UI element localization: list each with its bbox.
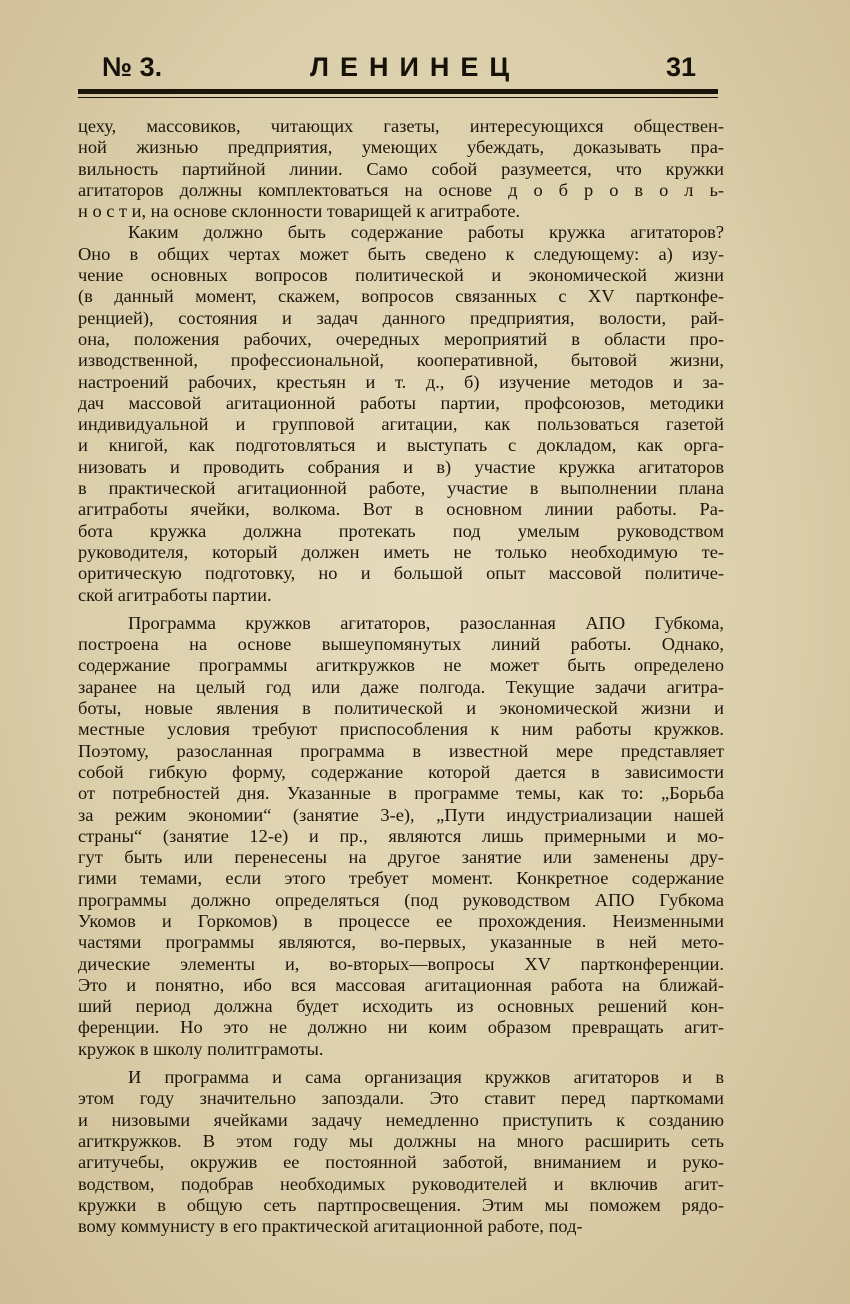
paragraph [78, 222, 724, 605]
paragraph [78, 116, 724, 222]
text-line: (в данный момент, скажем, вопросов связанных с XV партконфе- [78, 286, 724, 307]
text-line: цеху, массовиков, читающих газеты, интересующихся обществен- [78, 116, 724, 136]
text-line: построена на основе вышеупомянутых линий работы. Однако, [78, 634, 724, 655]
text-line: индивидуальной и групповой агитации, как пользоваться газетой [78, 414, 724, 435]
text-line: этом году значительно запоздали. Это ставит перед парткомами [78, 1088, 724, 1109]
text-line: ренцией), состояния и задач данного предприятия, волости, рай- [78, 307, 724, 328]
text-line: бота кружка должна протекать под умелым руководством [78, 520, 724, 541]
text-line: кружки в общую сеть партпросвещения. Этим мы поможем рядо- [78, 1194, 724, 1215]
text-line: ференции. Но это не должно ни коим образом превращать агит- [78, 1017, 724, 1038]
text-line: гут быть или перенесены на другое занятие или заменены дру- [78, 847, 724, 868]
paragraph-gap [78, 606, 724, 613]
text-line: Каким должно быть содержание работы кружка агитаторов? [128, 222, 724, 243]
text-line: Программа кружков агитаторов, разосланная АПО Губкома, [128, 612, 724, 633]
text-line: собой гибкую форму, содержание которой дается в зависимости [78, 761, 724, 782]
text-line: программы должно определяться (под руководством АПО Губкома [78, 889, 724, 910]
page-header [78, 50, 718, 90]
text-line: вильность партийной линии. Само собой разумеется, что кружки [78, 158, 724, 179]
text-line: она, положения рабочих, очередных мероприятий в области про- [78, 328, 724, 349]
text-line: частями программы являются, во-первых, указанные в ней мето- [78, 932, 724, 953]
header-rule-thick [78, 89, 718, 94]
text-line: дач массовой агитационной работы партии, профсоюзов, методики [78, 392, 724, 413]
text-line: ший период должна будет исходить из основных решений кон- [78, 996, 724, 1017]
text-line: Поэтому, разосланная программа в известной мере представляет [78, 740, 724, 761]
text-line: заранее на целый год или даже полгода. Текущие задачи агитра- [78, 676, 724, 697]
text-line: агитработы ячейки, волкома. Вот в основном линии работы. Ра- [78, 499, 724, 520]
issue-number: № 3. [102, 52, 163, 82]
text-line: боты, новые явления в политической и экономической жизни и [78, 698, 724, 719]
text-line: дические элементы и, во-вторых—вопросы XV партконференции. [78, 953, 724, 974]
text-line: местные условия требуют приспособления к ним работы кружков. [78, 719, 724, 740]
text-line: И программа и сама организация кружков агитаторов и в [128, 1067, 724, 1088]
text-line: от потребностей дня. Указанные в программе темы, как то: „Борьба [78, 783, 724, 804]
text-line: чение основных вопросов политической и экономической жизни [78, 265, 724, 286]
text-line: ской агитработы партии. [78, 584, 272, 605]
text-line: кружок в школу политграмоты. [78, 1038, 324, 1059]
journal-title: ЛЕНИНЕЦ [310, 52, 521, 82]
text-line: содержание программы агиткружков не может быть определено [78, 655, 724, 676]
text-line: Это и понятно, ибо вся массовая агитационная работа на ближай- [78, 974, 724, 995]
text-line: и низовыми ячейками задачу немедленно приступить к созданию [78, 1109, 724, 1130]
text-line: Укомов и Горкомов) в процессе ее прохождения. Неизменными [78, 910, 724, 931]
text-line: за режим экономии“ (занятие 3-е), „Пути индустриализации нашей [78, 804, 724, 825]
text-line: агиткружков. В этом году мы должны на много расширить сеть [78, 1130, 724, 1151]
text-line: страны“ (занятие 12-е) и пр., являются лишь примерными и мо- [78, 825, 724, 846]
text-line: оритическую подготовку, но и большой опыт массовой политиче- [78, 563, 724, 584]
header-rule-thin [78, 97, 718, 98]
text-line: и книгой, как подготовляться и выступать с докладом, как орга- [78, 435, 724, 456]
text-line: н о с т и, на основе склонности товарищей к агитработе. [78, 201, 521, 222]
text-line: гими темами, если этого требует момент. Конкретное содержание [78, 868, 724, 889]
page-number: 31 [665, 52, 696, 82]
text-line: ной жизнью предприятия, умеющих убеждать, доказывать пра- [78, 137, 724, 158]
text-line: настроений рабочих, крестьян и т. д., б) изучение методов и за- [78, 371, 724, 392]
paragraph [78, 613, 724, 1060]
text-line: руководителя, который должен иметь не только необходимую те- [78, 541, 724, 562]
text-line: Оно в общих чертах может быть сведено к следующему: а) изу- [78, 243, 724, 264]
article-body [78, 116, 724, 1237]
text-line: агитаторов должны комплектоваться на основе д о б р о в о л ь- [78, 179, 724, 200]
text-line: в практической агитационной работе, участие в выполнении плана [78, 478, 724, 499]
text-line: вому коммунисту в его практической агитационной работе, под- [78, 1216, 583, 1237]
text-line: низовать и проводить собрания и в) участие кружка агитаторов [78, 456, 724, 477]
paragraph-gap [78, 1060, 724, 1067]
text-line: водством, подобрав необходимых руководителей и включив агит- [78, 1173, 724, 1194]
text-line: изводственной, профессиональной, кооперативной, бытовой жизни, [78, 350, 724, 371]
text-line: агитучебы, окружив ее постоянной заботой, вниманием и руко- [78, 1152, 724, 1173]
paragraph [78, 1067, 724, 1237]
